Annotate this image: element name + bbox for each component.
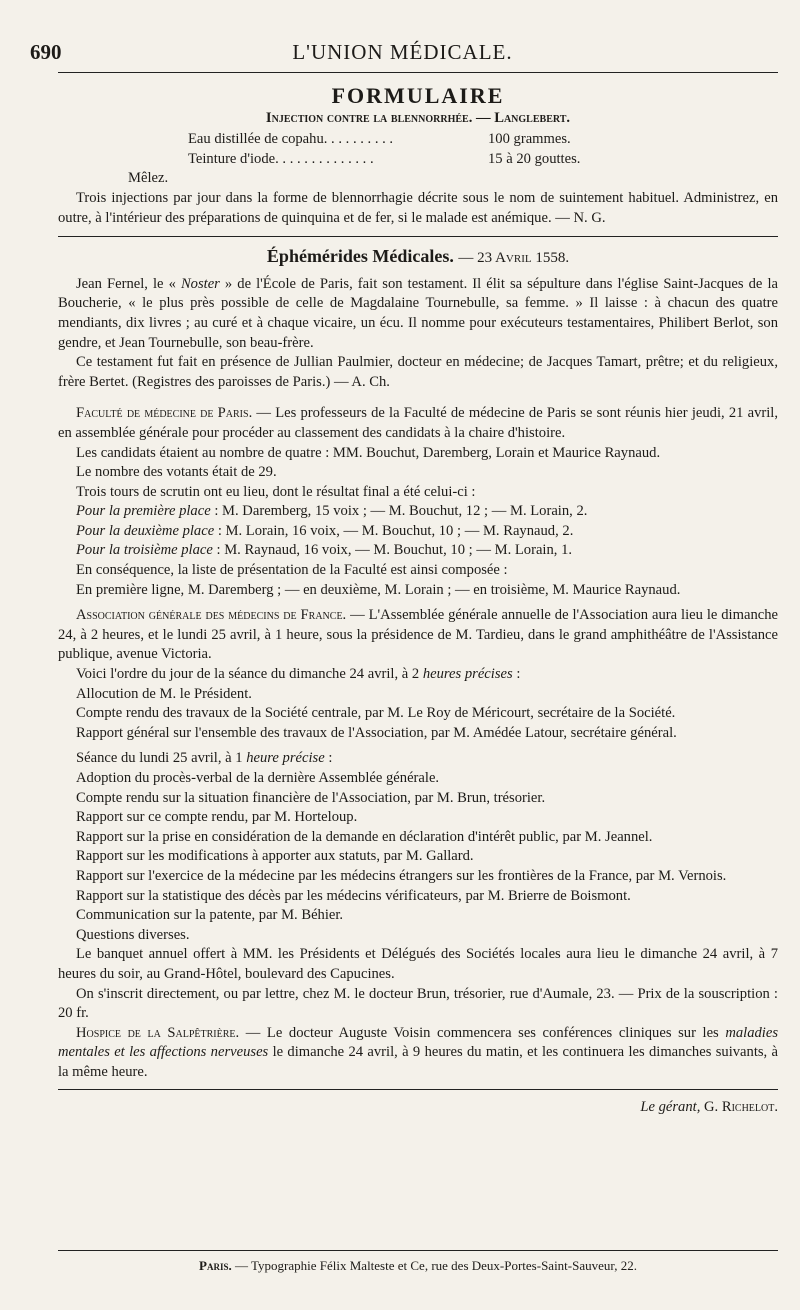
signature: [58, 1098, 778, 1118]
ingredient-qty: 15 à 20 gouttes.: [488, 150, 581, 167]
page-header: [30, 40, 775, 66]
banquet-paragraph: Le banquet annuel offert à MM. les Présidents et Délégués des Sociétés locales aura lieu le dimanche 24 avril, à 7 heures du soir, au Grand-Hôtel, boulevard des Capucines.: [58, 946, 778, 982]
footer-rule: [58, 1250, 778, 1251]
text-run-italic: Noster: [180, 275, 220, 292]
faculte-paragraph: En première ligne, M. Daremberg ; — en deuxième, M. Lorain ; — en troisième, M. Maurice Raynaud.: [76, 581, 681, 598]
ingredient-qty: 100 grammes.: [488, 131, 571, 148]
agenda-item: Compte rendu sur la situation financière de l'Association, par M. Brun, trésorier.: [76, 789, 546, 806]
vote-label: Pour la première place: [76, 503, 211, 520]
formulaire-text: Trois injections par jour dans la forme de blennorrhagie décrite sous le nom de suintement habituel. Administrez, en outre, à l'intérieur des préparations de quinquina et de fer, si le malade est anémique. — N. G.: [58, 189, 778, 226]
text-run-italic: heures précises: [422, 666, 513, 683]
ingredient-row: [58, 150, 778, 170]
text-run: » de l'École de Paris, fait son testament. Il élit sa sépulture dans l'église Saint-Jacques de la Boucherie, « le plus près possible de celle de Magdalaine Tournebulle, sa femme. » Il laisse : à chacun des quatre mendiants, dix livres ; au curé et à chaque vicaire, un écu. Il nomme pour exécuteurs testamentaires, Philibert Berlot, son gendre, et Jean Tournebulle, son beau-frère.: [58, 275, 778, 351]
vote-text: : M. Daremberg, 15 voix ; — M. Bouchut, 12 ; — M. Lorain, 2.: [210, 503, 588, 520]
footer-text: — Typographie Félix Malteste et Ce, rue des Deux-Portes-Saint-Sauveur, 22.: [231, 1258, 637, 1273]
agenda-item: Questions diverses.: [76, 926, 190, 943]
ephemerides-title: Éphémérides Médicales.: [266, 246, 454, 267]
ephemerides-date: — 23 Avril 1558.: [458, 250, 570, 267]
faculte-paragraph: [58, 404, 778, 443]
agenda-item: Rapport général sur l'ensemble des travaux de l'Association, par M. Amédée Latour, secrétaire général.: [76, 724, 677, 741]
agenda-intro: [58, 749, 778, 769]
vote-label: Pour la deuxième place: [76, 522, 215, 539]
vote-line: [58, 522, 778, 542]
vote-text: : M. Raynaud, 16 voix, — M. Bouchut, 10 ; — M. Lorain, 1.: [212, 542, 573, 559]
text-run: — Les professeurs de la Faculté de médecine de Paris se sont réunis hier jeudi, 21 avril, en assemblée générale pour procéder au classement des candidats à la chaire d'histoire.: [58, 405, 778, 441]
page-body: [58, 82, 778, 1117]
footer-city: Paris.: [199, 1258, 232, 1273]
ephemerides-heading: [58, 247, 778, 269]
inscription-paragraph: On s'inscrit directement, ou par lettre, chez M. le docteur Brun, trésorier, rue d'Aumale, 23. — Prix de la souscription : 20 fr.: [58, 985, 778, 1022]
agenda-item: Rapport sur ce compte rendu, par M. Horteloup.: [76, 809, 358, 826]
vote-text: : M. Lorain, 16 voix, — M. Bouchut, 10 ; — M. Raynaud, 2.: [214, 522, 574, 539]
vote-line: [58, 541, 778, 561]
agenda-item: Rapport sur l'exercice de la médecine par les médecins étrangers sur les frontières de la France, par M. Vernois.: [76, 867, 727, 884]
header-rule: [58, 72, 778, 73]
ingredient-name: Teinture d'iode. . . . . . . . . . . . . .: [188, 150, 374, 167]
hospice-head: Hospice de la Salpêtrière.: [76, 1024, 240, 1041]
faculte-head: Faculté de médecine de Paris.: [76, 405, 253, 422]
text-run: :: [512, 666, 521, 683]
page-number: 690: [30, 40, 62, 64]
formulaire-subtitle: Injection contre la blennorrhée. — Langlebert.: [265, 109, 571, 126]
formulaire-title: FORMULAIRE: [331, 83, 505, 108]
agenda-item: Rapport sur les modifications à apporter aux statuts, par M. Gallard.: [76, 848, 474, 865]
text-run: Jean Fernel, le «: [76, 275, 181, 292]
faculte-paragraph: En conséquence, la liste de présentation de la Faculté est ainsi composée :: [76, 562, 508, 579]
faculte-paragraph: Trois tours de scrutin ont eu lieu, dont le résultat final a été celui-ci :: [76, 483, 476, 500]
association-paragraph: [58, 606, 778, 665]
section-rule: [58, 236, 778, 237]
text-run: — Le docteur Auguste Voisin commencera ses conférences cliniques sur les: [239, 1024, 726, 1041]
text-run: Séance du lundi 25 avril, à 1: [76, 750, 247, 767]
printer-footer: [58, 1258, 778, 1274]
text-run-italic: heure précise: [246, 750, 325, 767]
text-run: le dimanche 24 avril, à 9 heures du matin, et les continuera les dimanches suivants, à la même heure.: [58, 1044, 779, 1080]
faculte-paragraph: Le nombre des votants était de 29.: [76, 464, 277, 481]
agenda-item: Communication sur la patente, par M. Béhier.: [76, 907, 344, 924]
association-head: Association générale des médecins de France.: [76, 607, 347, 624]
text-run: Voici l'ordre du jour de la séance du dimanche 24 avril, à 2: [76, 666, 423, 683]
ephemerides-paragraph: [58, 275, 778, 353]
vote-line: [58, 502, 778, 522]
signature-label: Le gérant,: [640, 1098, 701, 1115]
agenda-item: Compte rendu des travaux de la Société centrale, par M. Le Roy de Méricourt, secrétaire de la Société.: [76, 705, 676, 722]
agenda-item: Adoption du procès-verbal de la dernière Assemblée générale.: [76, 770, 440, 786]
journal-title: L'UNION MÉDICALE.: [292, 40, 513, 64]
section-rule: [58, 1089, 778, 1090]
text-run-italic: maladies mentales et les affections nerveuses: [58, 1024, 779, 1061]
vote-label: Pour la troisième place: [76, 542, 213, 559]
ingredient-row: [58, 130, 778, 150]
text-run: — L'Assemblée générale annuelle de l'Association aura lieu le dimanche 24, à 2 heures, et le lundi 25 avril, à 1 heure, sous la présidence de M. Tardieu, dans le grand amphithéâtre de l'Assistance publique, avenue Victoria.: [58, 607, 778, 663]
ingredient-name: Eau distillée de copahu. . . . . . . . . .: [188, 131, 394, 148]
melez-line: Mêlez.: [128, 170, 169, 187]
ephemerides-paragraph: Ce testament fut fait en présence de Jullian Paulmier, docteur en médecine; de Jacques Tamart, prêtre; et du religieux, frère Bertet. (Registres des paroisses de Paris.) — A. Ch.: [58, 354, 778, 390]
agenda-intro: [58, 665, 778, 685]
agenda-item: Rapport sur la statistique des décès par les médecins vérificateurs, par M. Brierre de Boismont.: [76, 887, 631, 904]
agenda-item: Rapport sur la prise en considération de la demande en déclaration d'intérêt public, par M. Jeannel.: [76, 828, 653, 845]
faculte-paragraph: Les candidats étaient au nombre de quatre : MM. Bouchut, Daremberg, Lorain et Maurice Raynaud.: [76, 444, 661, 461]
signature-name: G. Richelot.: [704, 1098, 778, 1115]
text-run: :: [324, 750, 333, 767]
agenda-item: Allocution de M. le Président.: [76, 685, 252, 702]
hospice-paragraph: [58, 1024, 778, 1083]
